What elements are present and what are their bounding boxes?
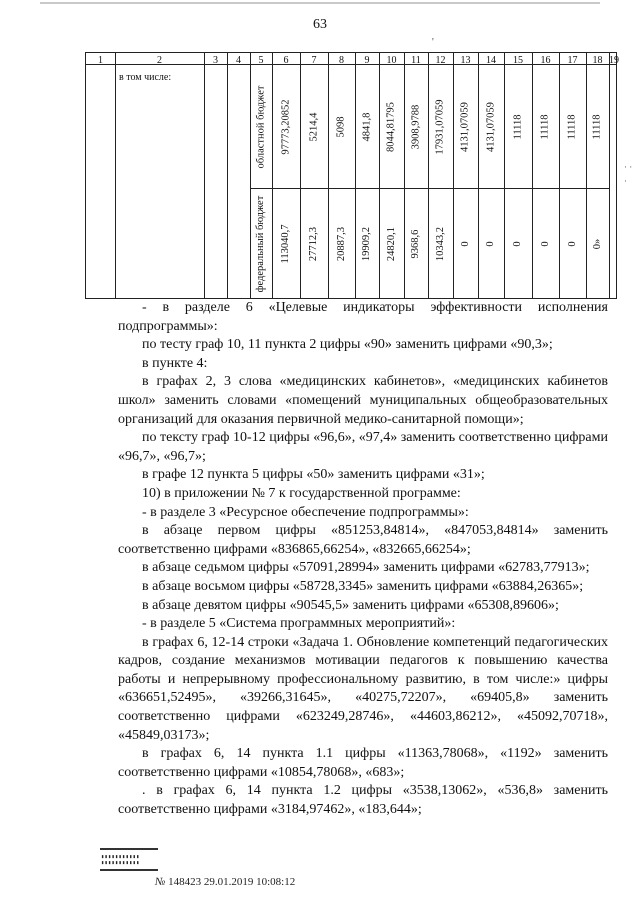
table-cell: 5214,4: [308, 112, 319, 141]
paragraph: 10) в приложении № 7 к государственной программе:: [142, 485, 461, 501]
document-registration-line: [155, 876, 295, 888]
column-header: 13: [460, 55, 471, 66]
column-header: 16: [540, 55, 551, 66]
table-cell: 0: [512, 241, 523, 247]
table-cell: 19909,2: [361, 226, 372, 262]
document-body: [118, 299, 608, 820]
footer-stamp: [98, 848, 160, 872]
paragraph: в графах 2, 3 слова «медицинских кабинетов», «медицинских кабинетов школ» заменить словами «помещений муниципальных общеобразовательных организаций для оказания первичной медико-санитарной помощи»;: [118, 374, 608, 427]
table-cell: 11118: [512, 113, 523, 140]
table-cell: 4131,07059: [459, 101, 471, 152]
document-id: 148423: [168, 876, 202, 888]
column-header: 8: [339, 55, 344, 66]
column-header: 9: [364, 55, 370, 66]
column-header: 1: [98, 55, 103, 66]
column-border: [609, 53, 610, 298]
column-border: [586, 53, 587, 298]
paragraph: - в разделе 6 «Целевые индикаторы эффективности исполнения подпрограммы»:: [118, 300, 608, 334]
column-header: 2: [157, 55, 162, 66]
table-cell: 17931,07059: [434, 98, 446, 155]
paragraph: в абзаце седьмом цифры «57091,28994» заменить цифрами «62783,77913»;: [142, 560, 590, 576]
column-header: 14: [486, 55, 496, 66]
paragraph: - в разделе 3 «Ресурсное обеспечение подпрограммы»:: [142, 504, 469, 520]
column-header: 15: [513, 55, 523, 66]
table-cell: 27712,3: [308, 226, 319, 262]
table-cell: 24820,1: [385, 226, 397, 262]
table-cell: 0: [539, 241, 551, 247]
column-border: [504, 53, 505, 298]
table-cell: 8044,81795: [385, 101, 397, 152]
column-header: 3: [213, 55, 218, 66]
scan-edge-line: [40, 2, 600, 4]
table-cell: 4841,8: [361, 112, 372, 141]
column-header: 6: [283, 55, 289, 66]
column-header: 5: [258, 55, 264, 66]
column-header: 7: [311, 55, 317, 66]
column-border: [300, 53, 301, 298]
table-cell: 11118: [591, 113, 603, 140]
page-number: 63: [313, 17, 327, 32]
column-header: 17: [567, 55, 578, 66]
table-cell: 20887,3: [335, 226, 347, 262]
table-cell: 4131,07059: [485, 101, 496, 152]
row-label-in-that-number: в том числе:: [119, 72, 172, 83]
table-cell: 0: [459, 241, 471, 247]
paragraph: в пункте 4:: [142, 355, 208, 371]
column-border: [559, 53, 560, 298]
table-cell: 0: [485, 241, 496, 247]
paragraph: в графах 6, 14 пункта 1.1 цифры «11363,78068», «1192» заменить соответственно цифрами «10854,78068», «683»;: [118, 746, 608, 780]
table-cell: 3908,9788: [410, 104, 421, 149]
column-header: 12: [435, 55, 446, 66]
table-cell: 10343,2: [434, 226, 446, 262]
column-header: 10: [386, 55, 397, 66]
column-border: [328, 53, 329, 298]
budget-table: [85, 52, 617, 299]
budget-name: областной бюджет: [255, 85, 266, 168]
column-border: [453, 53, 454, 298]
column-border: [115, 53, 116, 298]
table-cell: 11118: [566, 113, 578, 140]
paragraph: в графе 12 пункта 5 цифры «50» заменить цифрами «31»;: [142, 467, 485, 483]
column-border: [404, 53, 405, 298]
column-header: 11: [411, 55, 421, 66]
paragraph: в абзаце первом цифры «851253,84814», «847053,84814» заменить соответственно цифрами «836865,66254», «832665,66254»;: [118, 523, 608, 557]
table-cell: 97773,20852: [280, 98, 291, 155]
registration-datetime: 29.01.2019 10:08:12: [203, 876, 296, 888]
column-border: [227, 53, 228, 298]
paragraph: в графах 6, 12-14 строки «Задача 1. Обновление компетенций педагогических кадров, создание механизмов мотивации педагогов к повышению качества работы и непрерывному профессиональному развитию, в том числе:» цифры «636651,52495», «39266,31645», «40275,72207», «69405,8» заменить соответственно цифрами «623249,28746», «44603,86212», «45092,70718», «45849,03173»;: [118, 634, 608, 743]
column-header: 19: [609, 55, 619, 66]
table-cell: 0»: [591, 238, 603, 250]
scan-mark: ': [432, 37, 434, 48]
registry-stamp-image: [98, 848, 160, 872]
paragraph: в абзаце девятом цифры «90545,5» заменить цифрами «65308,89606»;: [142, 597, 559, 613]
table-cell: 9368,6: [410, 229, 421, 259]
column-header: 4: [236, 55, 241, 66]
column-border: [428, 53, 429, 298]
table-cell: 11118: [539, 113, 551, 140]
column-border: [478, 53, 479, 298]
table-cell: 113040,7: [280, 224, 291, 264]
paragraph: . в графах 6, 14 пункта 1.2 цифры «3538,13062», «536,8» заменить соответственно цифрами «3184,97462», «183,644»;: [118, 783, 608, 818]
column-border: [272, 53, 273, 298]
column-border: [355, 53, 356, 298]
margin-marks: · · ·: [624, 162, 633, 186]
paragraph: по тесту граф 10, 11 пункта 2 цифры «90» заменить цифрами «90,3»;: [142, 337, 553, 353]
number-sign: №: [155, 876, 166, 888]
column-border: [204, 53, 205, 298]
column-border: [532, 53, 533, 298]
column-border: [379, 53, 380, 298]
budget-row-separator: [250, 188, 609, 189]
table-cell: 5098: [335, 116, 347, 137]
budget-name: федеральный бюджет: [255, 195, 266, 293]
column-header: 18: [592, 55, 603, 66]
paragraph: по тексту граф 10-12 цифры «96,6», «97,4» заменить соответственно цифрами «96,7», «96,7»;: [118, 430, 608, 464]
column-border: [250, 53, 251, 298]
stamp-glyphs: ▮▮▮▮▮▮▮▮▮▮▮ ▮▮▮▮▮▮▮▮▮▮▮: [101, 854, 140, 866]
paragraph: - в разделе 5 «Система программных мероприятий»:: [142, 616, 456, 632]
table-cell: 0: [566, 241, 578, 247]
paragraph: в абзаце восьмом цифры «58728,3345» заменить цифрами «63884,26365»;: [142, 578, 584, 594]
